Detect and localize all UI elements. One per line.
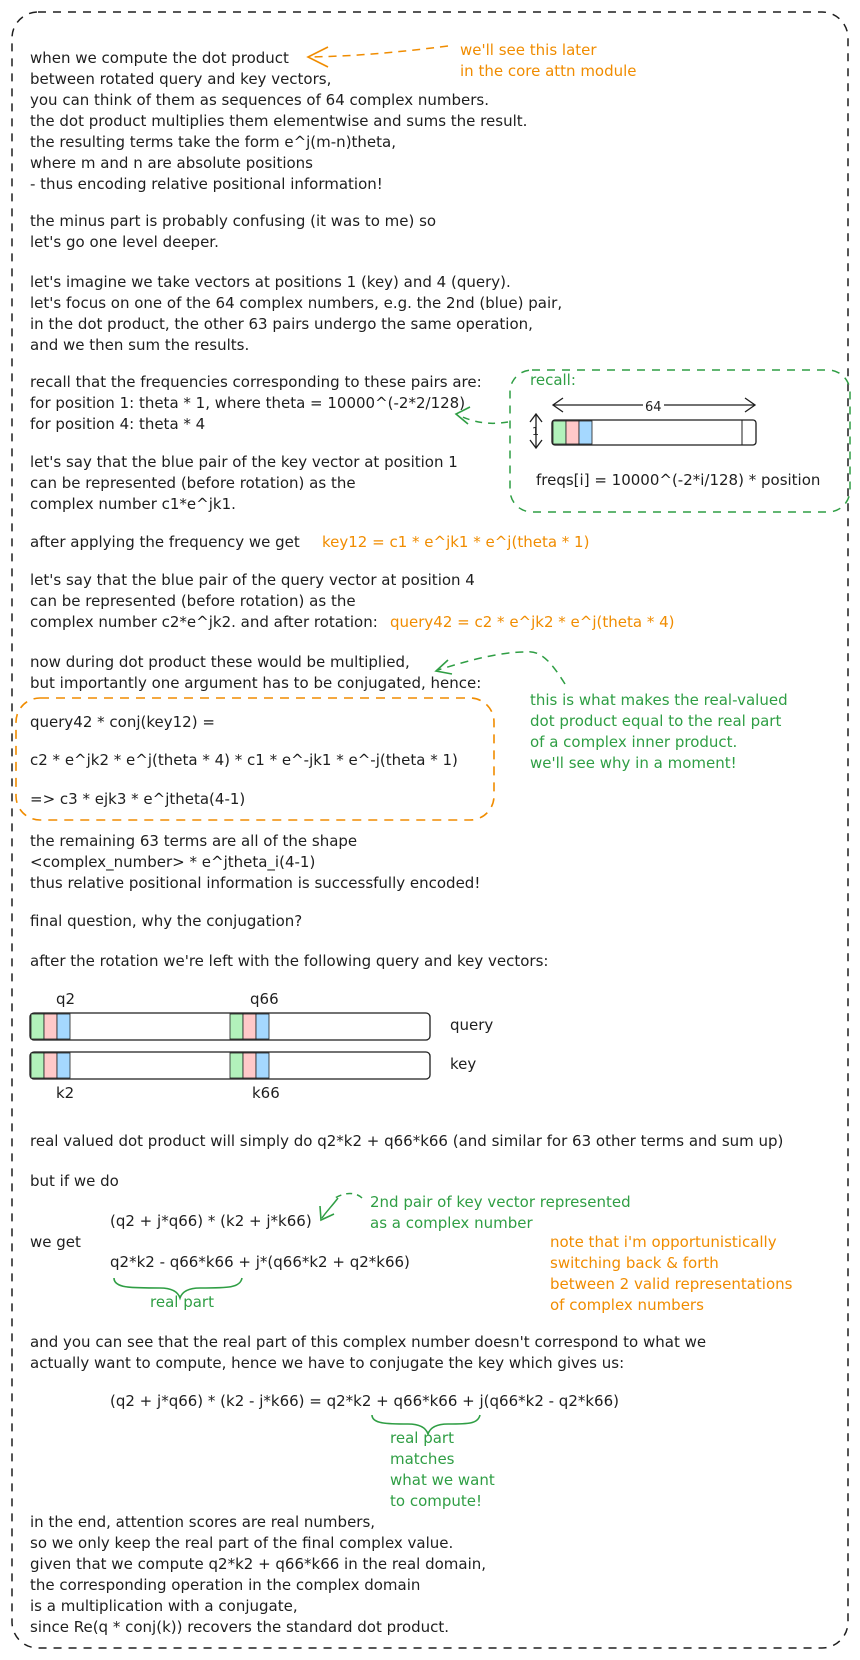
key-k66-blue [256, 1053, 269, 1078]
remaining-line-2: <complex_number> * e^jtheta_i(4-1) [30, 853, 316, 871]
minus-line-1: the minus part is probably confusing (it was to me) so [30, 212, 437, 230]
key-k66-red [243, 1053, 256, 1078]
key-blue-line-2: can be represented (before rotation) as the [30, 474, 356, 492]
matches-line-1: real part [390, 1429, 454, 1447]
end-line-1: in the end, attention scores are real numbers, [30, 1513, 376, 1531]
query-blue-formula: query42 = c2 * e^jk2 * e^j(theta * 4) [390, 613, 675, 631]
end-line-3: given that we compute q2*k2 + q66*k66 in the real domain, [30, 1555, 487, 1573]
after-freq-formula: key12 = c1 * e^jk1 * e^j(theta * 1) [322, 533, 590, 551]
matches-line-4: to compute! [390, 1492, 483, 1510]
box-eq-line-1: query42 * conj(key12) = [30, 713, 215, 731]
query-q2-green [31, 1014, 44, 1039]
key-k2-green [31, 1053, 44, 1078]
recall-dim-64: 64 [643, 398, 664, 418]
remaining-line-3: thus relative positional information is successfully encoded! [30, 874, 481, 892]
green-note-line-1: this is what makes the real-valued [530, 691, 788, 709]
complex-expression: (q2 + j*q66) * (k2 + j*k66) [110, 1212, 312, 1230]
label-key: key [450, 1055, 477, 1073]
end-line-5: is a multiplication with a conjugate, [30, 1597, 298, 1615]
real-part-label: real part [150, 1293, 214, 1311]
key-k2-red [44, 1053, 57, 1078]
pair-note-line-1: 2nd pair of key vector represented [370, 1193, 631, 1211]
intro-line-7: - thus encoding relative positional information! [30, 175, 383, 193]
pair-note-line-2: as a complex number [370, 1214, 533, 1232]
key-k66-green [230, 1053, 243, 1078]
green-note-line-4: we'll see why in a moment! [530, 754, 737, 772]
intro-line-4: the dot product multiplies them elementwise and sums the result. [30, 112, 528, 130]
orange-note-line-4: of complex numbers [550, 1296, 704, 1314]
orange-note-line-2: switching back & forth [550, 1254, 719, 1272]
conjugate-expression: (q2 + j*q66) * (k2 - j*k66) = q2*k2 + q66*k66 + j(q66*k2 - q2*k66) [110, 1392, 619, 1410]
label-k66: k66 [252, 1084, 280, 1102]
query-q66-red [243, 1014, 256, 1039]
imagine-line-4: and we then sum the results. [30, 336, 250, 354]
pair-note-arrow [335, 1194, 362, 1199]
intro-line-1: when we compute the dot product [30, 49, 289, 67]
remaining-line-1: the remaining 63 terms are all of the shape [30, 832, 358, 850]
recall-text-line-3: for position 4: theta * 4 [30, 415, 206, 433]
intro-line-6: where m and n are absolute positions [30, 154, 313, 172]
end-line-6: since Re(q * conj(k)) recovers the standard dot product. [30, 1618, 450, 1636]
note-later-line-2: in the core attn module [460, 62, 637, 80]
we-get-label: we get [30, 1233, 81, 1251]
label-q66: q66 [250, 990, 279, 1008]
recall-pair-red [566, 421, 579, 444]
green-note-line-2: dot product equal to the real part [530, 712, 782, 730]
recall-dim-1: 1 [532, 425, 539, 438]
query-q66-blue [256, 1014, 269, 1039]
orange-note-line-1: note that i'm opportunistically [550, 1233, 777, 1251]
recall-formula: freqs[i] = 10000^(-2*i/128) * position [536, 471, 821, 489]
query-q2-red [44, 1014, 57, 1039]
imagine-line-1: let's imagine we take vectors at positions 1 (key) and 4 (query). [30, 273, 511, 291]
orange-note-line-3: between 2 valid representations [550, 1275, 793, 1293]
query-q66-green [230, 1014, 243, 1039]
intro-line-2: between rotated query and key vectors, [30, 70, 332, 88]
result-expression: q2*k2 - q66*k66 + j*(q66*k2 + q2*k66) [110, 1253, 410, 1271]
after-freq-text: after applying the frequency we get [30, 533, 300, 551]
label-q2: q2 [56, 990, 76, 1008]
you-can-see-line-2: actually want to compute, hence we have to conjugate the key which gives us: [30, 1354, 625, 1372]
but-if-line: but if we do [30, 1172, 119, 1190]
recall-box-title: recall: [530, 371, 576, 389]
recall-text-line-1: recall that the frequencies corresponding to these pairs are: [30, 373, 482, 391]
query-blue-line-1: let's say that the blue pair of the query vector at position 4 [30, 571, 475, 589]
label-k2: k2 [56, 1084, 75, 1102]
matches-line-2: matches [390, 1450, 455, 1468]
key-blue-line-1: let's say that the blue pair of the key vector at position 1 [30, 453, 458, 471]
box-eq-line-2: c2 * e^jk2 * e^j(theta * 4) * c1 * e^-jk1 * e^-j(theta * 1) [30, 751, 458, 769]
key-k2-blue [57, 1053, 70, 1078]
now-dot-line-1: now during dot product these would be multiplied, [30, 653, 410, 671]
end-line-2: so we only keep the real part of the final complex value. [30, 1534, 454, 1552]
after-rotation: after the rotation we're left with the following query and key vectors: [30, 952, 549, 970]
now-dot-line-2: but importantly one argument has to be conjugated, hence: [30, 674, 482, 692]
matches-line-3: what we want [390, 1471, 495, 1489]
key-blue-line-3: complex number c1*e^jk1. [30, 495, 236, 513]
imagine-line-2: let's focus on one of the 64 complex numbers, e.g. the 2nd (blue) pair, [30, 294, 563, 312]
query-q2-blue [57, 1014, 70, 1039]
note-arrow [310, 46, 448, 57]
imagine-line-3: in the dot product, the other 63 pairs undergo the same operation, [30, 315, 533, 333]
box-eq-line-3: => c3 * ejk3 * e^jtheta(4-1) [30, 790, 246, 808]
query-blue-line-3: complex number c2*e^jk2. and after rotation: [30, 613, 378, 631]
green-note-line-3: of a complex inner product. [530, 733, 738, 751]
recall-pair-blue [579, 421, 592, 444]
note-later-line-1: we'll see this later [460, 41, 597, 59]
real-valued-line: real valued dot product will simply do q2*k2 + q66*k66 (and similar for 63 other terms and sum up) [30, 1132, 784, 1150]
recall-text-line-2: for position 1: theta * 1, where theta = 10000^(-2*2/128) [30, 394, 466, 412]
intro-line-5: the resulting terms take the form e^j(m-n)theta, [30, 133, 396, 151]
query-blue-line-2: can be represented (before rotation) as the [30, 592, 356, 610]
recall-pair-green [553, 421, 566, 444]
you-can-see-line-1: and you can see that the real part of this complex number doesn't correspond to what we [30, 1333, 707, 1351]
minus-line-2: let's go one level deeper. [30, 233, 219, 251]
final-question: final question, why the conjugation? [30, 912, 303, 930]
intro-line-3: you can think of them as sequences of 64 complex numbers. [30, 91, 489, 109]
end-line-4: the corresponding operation in the complex domain [30, 1576, 421, 1594]
label-query: query [450, 1016, 494, 1034]
